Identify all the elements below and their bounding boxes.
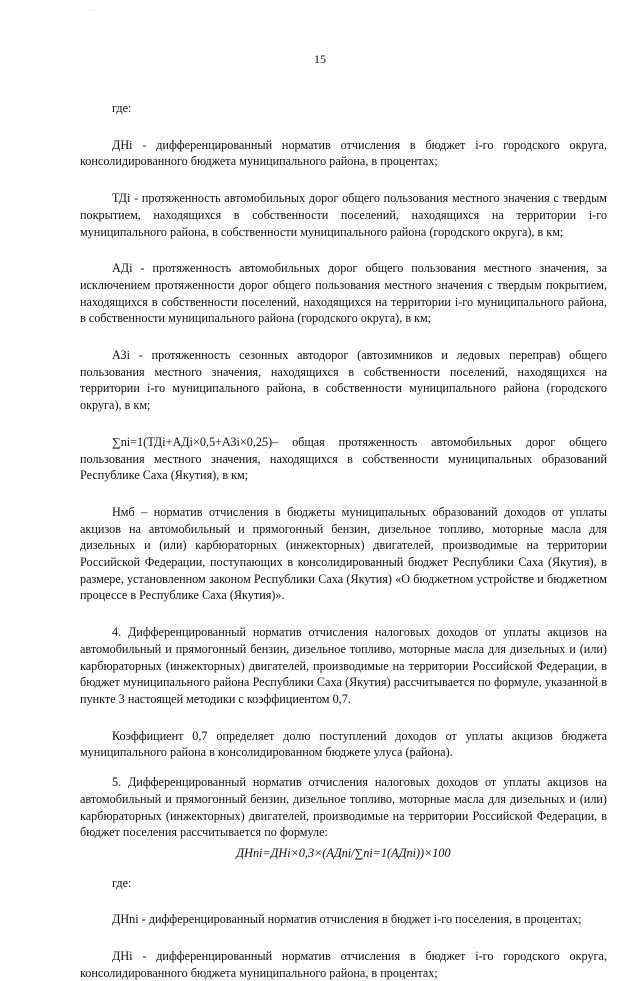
definition-total-length: ∑ni=1(ТДi+АДi×0,5+АЗi×0,25)– общая протяженность автомобильных дорог общего пользования местного значения, находящихся в собственности муниципальных образований Республике Саха (Якутия), в км; [80, 434, 607, 483]
coefficient-note: Коэффициент 0,7 определяет долю поступлений доходов от уплаты акцизов бюджета муниципального района в консолидированном бюджете улуса (района). [80, 728, 607, 760]
formula: ДНni=ДНi×0,3×(АДni/∑ni=1(АДni))×100 [236, 845, 451, 860]
definition-dnn: ДНni - дифференцированный норматив отчисления в бюджет i-го поселения, в процентах; [112, 912, 582, 927]
where-label: где: [112, 101, 132, 115]
page-body [80, 100, 607, 981]
definition-az: АЗi - протяженность сезонных автодорог (автозимников и ледовых переправ) общего пользования местного значения, находящихся в собственности поселений, находящихся на территории i-го муниципального района, в собственности муниципального района (городского округа), в км; [80, 348, 607, 413]
definition-dn: ДНi - дифференцированный норматив отчисления в бюджет i-го городского округа, консолидированного бюджета муниципального района, в процентах; [80, 137, 607, 169]
page-number: 15 [314, 52, 326, 66]
where-label-2: где: [112, 875, 132, 890]
definition-ad: АДi - протяженность автомобильных дорог общего пользования местного значения, за исключением протяженности дорог общего пользования местного значения с твердым покрытием, находящихся в собственности поселений, находящихся на территории i-го муниципального района, в собственности муниципального района (городского округа), в км; [80, 261, 607, 326]
scan-mark: · · [88, 8, 97, 14]
clause-4: 4. Дифференцированный норматив отчисления налоговых доходов от уплаты акцизов на автомобильный и прямогонный бензин, дизельное топливо, моторные масла для дизельных и (или) карбюраторных (инжекторных) двигателей, производимые на территории Российской Федерации, в бюджет муниципального района Республики Саха (Якутия) рассчитывается по формуле, указанной в пункте 3 настоящей методики с коэффициентом 0,7. [80, 625, 607, 706]
definition-td: ТДi - протяженность автомобильных дорог общего пользования местного значения с твердым покрытием, находящихся в собственности поселений, находящихся на территории i-го муниципального района, в собственности муниципального района (городского округа), в км; [80, 191, 607, 239]
definition-nmb: Нмб – норматив отчисления в бюджеты муниципальных образований доходов от уплаты акцизов на автомобильный и прямогонный бензин, дизельное топливо, моторные масла для дизельных и (или) карбюраторных (инжекторных) двигателей, производимые на территории Российской Федерации, поступающих в консолидированный бюджет Республики Саха (Якутия), в размере, установленном законом Республики Саха (Якутия) «О бюджетном устройстве и бюджетном процессе в Республике Саха (Якутия)». [80, 504, 607, 603]
definition-dn-2: ДНi - дифференцированный норматив отчисления в бюджет i-го городского округа, консолидированного бюджета муниципального района, в процентах; [80, 949, 607, 980]
clause-5: 5. Дифференцированный норматив отчисления налоговых доходов от уплаты акцизов на автомобильный и прямогонный бензин, дизельное топливо, моторные масла для дизельных и (или) карбюраторных (инжекторных) двигателей, производимые на территории Российской Федерации, в бюджет поселения рассчитывается по формуле: [80, 775, 607, 840]
